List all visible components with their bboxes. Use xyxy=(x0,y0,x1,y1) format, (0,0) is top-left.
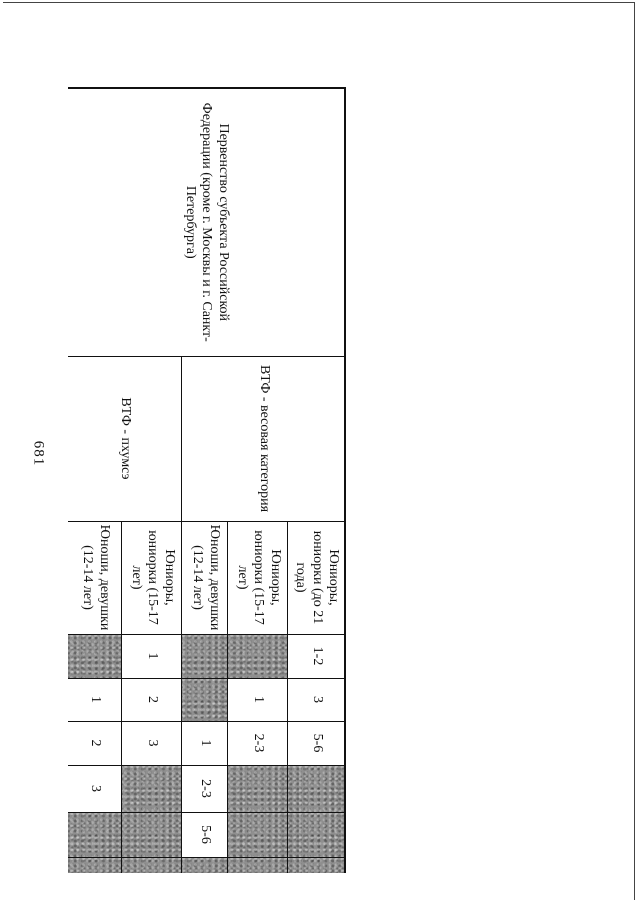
shaded-cell xyxy=(68,857,122,873)
place-cell: 2 xyxy=(122,678,182,721)
shaded-cell xyxy=(288,812,345,857)
place-cell: 2-3 xyxy=(228,721,288,765)
shaded-cell xyxy=(288,857,345,873)
place-cell: 5-6 xyxy=(288,721,345,765)
place-cell: 5-6 xyxy=(182,812,228,857)
age-group-cell: Юниоры, юниорки (15-17 лет) xyxy=(228,521,288,634)
shaded-cell xyxy=(68,812,122,857)
shaded-cell xyxy=(228,812,288,857)
place-cell: 1 xyxy=(122,634,182,678)
age-group-cell: Юноши, девушки (12-14 лет) xyxy=(182,521,228,634)
place-cell: 3 xyxy=(288,678,345,721)
shaded-cell xyxy=(228,765,288,812)
results-table xyxy=(68,87,346,873)
competition-cell: Первенство субъекта Российской Федерации (кроме г. Москвы и г. Санкт-Петербурга) xyxy=(68,88,345,356)
place-cell: 2-3 xyxy=(182,765,228,812)
discipline-cell: ВТФ - пхумсэ xyxy=(68,356,182,521)
page-number: 681 xyxy=(30,440,47,467)
table-row xyxy=(288,88,345,873)
shaded-cell xyxy=(228,634,288,678)
shaded-cell xyxy=(228,857,288,873)
place-cell: 1 xyxy=(68,678,122,721)
shaded-cell xyxy=(288,765,345,812)
shaded-cell xyxy=(182,678,228,721)
age-group-cell: Юниоры, юниорки (до 21 года) xyxy=(288,521,345,634)
rotated-table-frame xyxy=(68,87,346,873)
place-cell: 1-2 xyxy=(288,634,345,678)
shaded-cell xyxy=(122,857,182,873)
place-cell: 2 xyxy=(68,721,122,765)
shaded-cell xyxy=(182,857,228,873)
place-cell: 3 xyxy=(68,765,122,812)
place-cell: 3 xyxy=(122,721,182,765)
age-group-cell: Юниоры, юниорки (15-17 лет) xyxy=(122,521,182,634)
age-group-cell: Юноши, девушки (12-14 лет) xyxy=(68,521,122,634)
shaded-cell xyxy=(122,812,182,857)
place-cell: 1 xyxy=(182,721,228,765)
place-cell: 1 xyxy=(228,678,288,721)
shaded-cell xyxy=(122,765,182,812)
discipline-cell: ВТФ - весовая категория xyxy=(182,356,345,521)
shaded-cell xyxy=(182,634,228,678)
shaded-cell xyxy=(68,634,122,678)
